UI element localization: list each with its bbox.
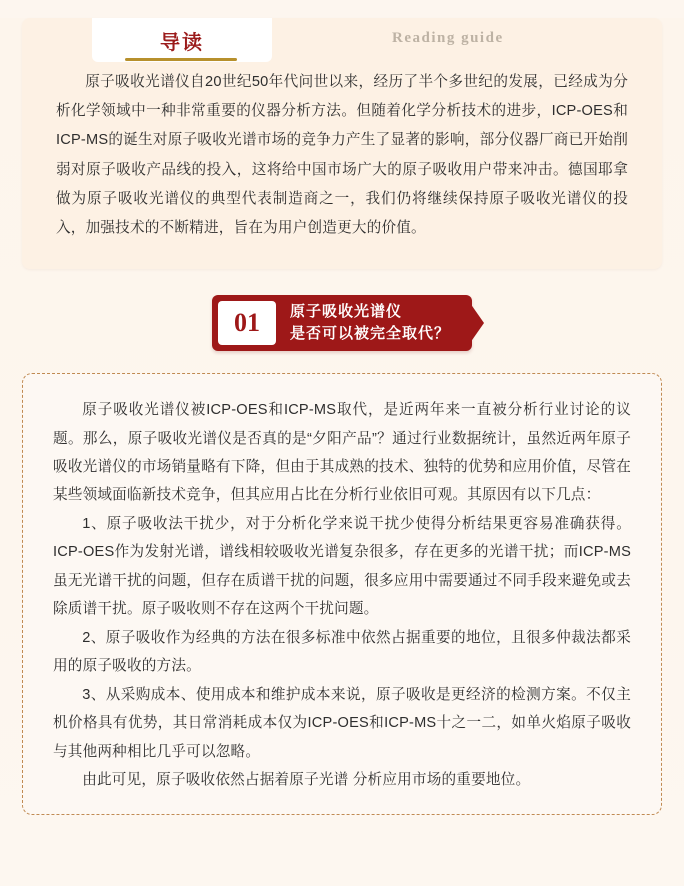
content-paragraph: 1、原子吸收法干扰少，对于分析化学来说干扰少使得分析结果更容易准确获得。ICP-OES作为发射光谱，谱线相较吸收光谱复杂很多，存在更多的光谱干扰；而ICP-MS虽无光谱干扰的问题，但存在质谱干扰的问题，很多应用中需要通过不同手段来避免或去除质谱干扰。原子吸收则不存在这两个干扰问题。 <box>53 515 631 618</box>
section-badge <box>212 295 472 351</box>
content-paragraph: 由此可见，原子吸收依然占据着原子光谱 分析应用市场的重要地位。 <box>82 772 531 789</box>
reading-guide-tab-label: 导读 <box>160 31 204 54</box>
reading-guide-paragraph: 原子吸收光谱仪自20世纪50年代问世以来，经历了半个多世纪的发展，已经成为分析化学领域中一种非常重要的仪器分析方法。但随着化学分析技术的进步，ICP-OES和ICP-MS的诞生对原子吸收光谱市场的竞争力产生了显著的影响，部分仪器厂商已开始削弱对原子吸收产品线的投入，这将给中国市场广大的原子吸收用户带来冲击。德国耶拿做为原子吸收光谱仪的典型代表制造商之一，我们仍将继续保持原子吸收光谱仪的投入，加强技术的不断精进，旨在为用户创造更大的价值。 <box>56 74 628 236</box>
reading-guide-tab <box>92 18 272 62</box>
reading-guide-header <box>22 18 662 64</box>
article-content-box <box>22 373 662 815</box>
section-badge-wrapper <box>22 295 662 351</box>
badge-arrow-icon <box>470 303 484 343</box>
content-paragraph: 原子吸收光谱仪被ICP-OES和ICP-MS取代，是近两年来一直被分析行业讨论的议题。那么，原子吸收光谱仪是否真的是“夕阳产品”？通过行业数据统计，虽然近两年原子吸收光谱仪的市场销量略有下降，但由于其成熟的技术、独特的优势和应用价值，尽管在某些领域面临新技术竞争，但其应用占比在分析行业依旧可观。其原因有以下几点： <box>53 402 631 504</box>
reading-guide-card <box>22 18 662 269</box>
section-title-line2: 是否可以被完全取代？ <box>289 325 450 343</box>
section-title-line1: 原子吸收光谱仪 <box>289 302 402 320</box>
section-title <box>286 295 454 351</box>
reading-guide-english-label: Reading guide <box>392 30 504 46</box>
document-page <box>0 18 684 886</box>
reading-guide-body <box>22 64 662 243</box>
content-paragraph: 2、原子吸收作为经典的方法在很多标准中依然占据重要的地位，且很多仲裁法都采用的原子吸收的方法。 <box>53 629 631 675</box>
section-number: 01 <box>218 301 276 345</box>
reading-guide-tab-underline <box>125 58 237 61</box>
content-paragraph: 3、从采购成本、使用成本和维护成本来说，原子吸收是更经济的检测方案。不仅主机价格具有优势，其日常消耗成本仅为ICP-OES和ICP-MS十之一二，如单火焰原子吸收与其他两种相比几乎可以忽略。 <box>53 686 631 760</box>
